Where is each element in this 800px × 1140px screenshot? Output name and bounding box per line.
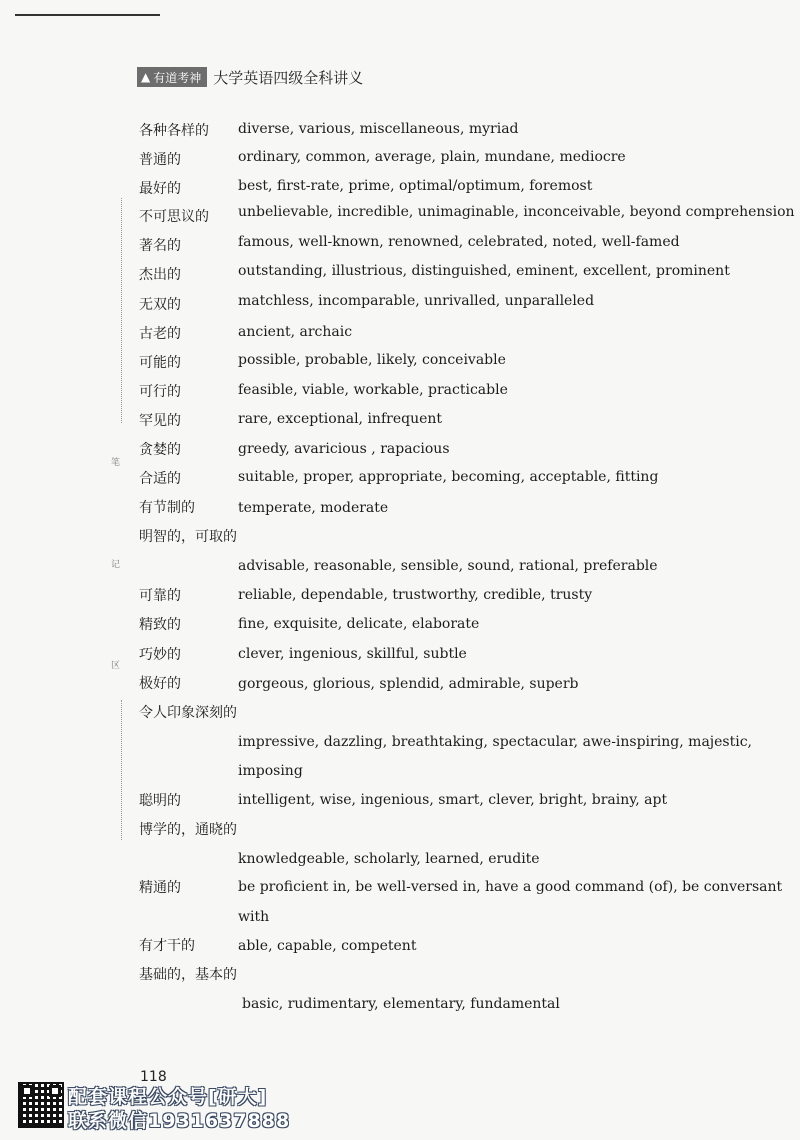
entry-chinese: 贪婪的 — [139, 442, 181, 458]
entry-chinese: 聪明的 — [139, 793, 181, 809]
entry-english: ancient, archaic — [238, 324, 353, 340]
entry-english: gorgeous, glorious, splendid, admirable, superb — [238, 676, 579, 692]
entry-english: basic, rudimentary, elementary, fundamental — [242, 996, 560, 1012]
entry-english: ordinary, common, average, plain, mundane, mediocre — [238, 149, 626, 165]
entry-chinese: 精通的 — [139, 880, 181, 896]
entry-english: rare, exceptional, infrequent — [238, 411, 443, 427]
entry-english: matchless, incomparable, unrivalled, unparalleled — [238, 293, 595, 309]
entry-english: possible, probable, likely, conceivable — [238, 352, 506, 368]
entry-english: reliable, dependable, trustworthy, credible, trusty — [238, 587, 593, 603]
entry-chinese: 合适的 — [139, 471, 181, 487]
entry-english: diverse, various, miscellaneous, myriad — [238, 121, 519, 137]
entry-english: famous, well-known, renowned, celebrated, noted, well-famed — [238, 234, 680, 250]
entry-english: able, capable, competent — [238, 938, 417, 954]
promo-text: 配套课程公众号[研大] — [68, 1086, 268, 1108]
margin-note-label: 笔 — [111, 458, 121, 468]
entry-chinese: 可靠的 — [139, 588, 181, 604]
entry-chinese: 最好的 — [139, 181, 181, 197]
margin-note-label: 记 — [111, 560, 121, 570]
entry-chinese: 有节制的 — [139, 500, 195, 516]
entry-english: be proficient in, be well-versed in, have a good command (of), be conversant — [238, 879, 783, 895]
brand-name: 有道考神 — [153, 70, 202, 85]
entry-chinese: 可能的 — [139, 355, 181, 371]
entry-english-continued: with — [238, 909, 270, 925]
entry-english: greedy, avaricious , rapacious — [238, 441, 450, 457]
entry-english: feasible, viable, workable, practicable — [238, 382, 508, 398]
entry-chinese: 普通的 — [139, 152, 181, 168]
entry-english: best, first-rate, prime, optimal/optimum, foremost — [238, 178, 593, 194]
margin-note-label: 区 — [111, 661, 121, 671]
qr-code-icon — [18, 1082, 64, 1128]
entry-chinese: 无双的 — [139, 297, 181, 313]
entry-chinese: 明智的，可取的 — [139, 529, 237, 545]
promo-text: 联系微信1931637888 — [68, 1110, 291, 1132]
entry-chinese: 精致的 — [139, 617, 181, 633]
entry-english: knowledgeable, scholarly, learned, erudite — [238, 851, 540, 867]
entry-chinese: 巧妙的 — [139, 647, 181, 663]
document-title: 大学英语四级全科讲义 — [213, 68, 364, 87]
entry-chinese: 罕见的 — [139, 413, 181, 429]
entry-english: intelligent, wise, ingenious, smart, clever, bright, brainy, apt — [238, 792, 668, 808]
entry-chinese: 令人印象深刻的 — [139, 705, 237, 721]
entry-chinese: 古老的 — [139, 326, 181, 342]
entry-chinese: 可行的 — [139, 384, 181, 400]
entry-english: advisable, reasonable, sensible, sound, rational, preferable — [238, 558, 658, 574]
entry-chinese: 不可思议的 — [139, 209, 209, 225]
entry-english: impressive, dazzling, breathtaking, spectacular, awe-inspiring, majestic, — [238, 734, 752, 750]
entry-chinese: 有才干的 — [139, 938, 195, 954]
entry-english: unbelievable, incredible, unimaginable, inconceivable, beyond comprehension — [238, 204, 795, 220]
entry-chinese: 著名的 — [139, 238, 181, 254]
entry-english-continued: imposing — [238, 763, 303, 779]
entry-english: clever, ingenious, skillful, subtle — [238, 646, 467, 662]
entry-english: suitable, proper, appropriate, becoming, acceptable, fitting — [238, 469, 659, 485]
entry-chinese: 杰出的 — [139, 267, 181, 283]
entry-chinese: 各种各样的 — [139, 123, 209, 139]
entry-english: outstanding, illustrious, distinguished, eminent, excellent, prominent — [238, 263, 730, 279]
entry-chinese: 基础的，基本的 — [139, 967, 237, 983]
entry-chinese: 极好的 — [139, 676, 181, 692]
entry-english: fine, exquisite, delicate, elaborate — [238, 616, 480, 632]
entry-english: temperate, moderate — [238, 500, 389, 516]
page-number: 118 — [140, 1069, 167, 1085]
entry-chinese: 博学的，通晓的 — [139, 822, 237, 838]
brand-logo-icon: ▲ — [141, 70, 151, 84]
